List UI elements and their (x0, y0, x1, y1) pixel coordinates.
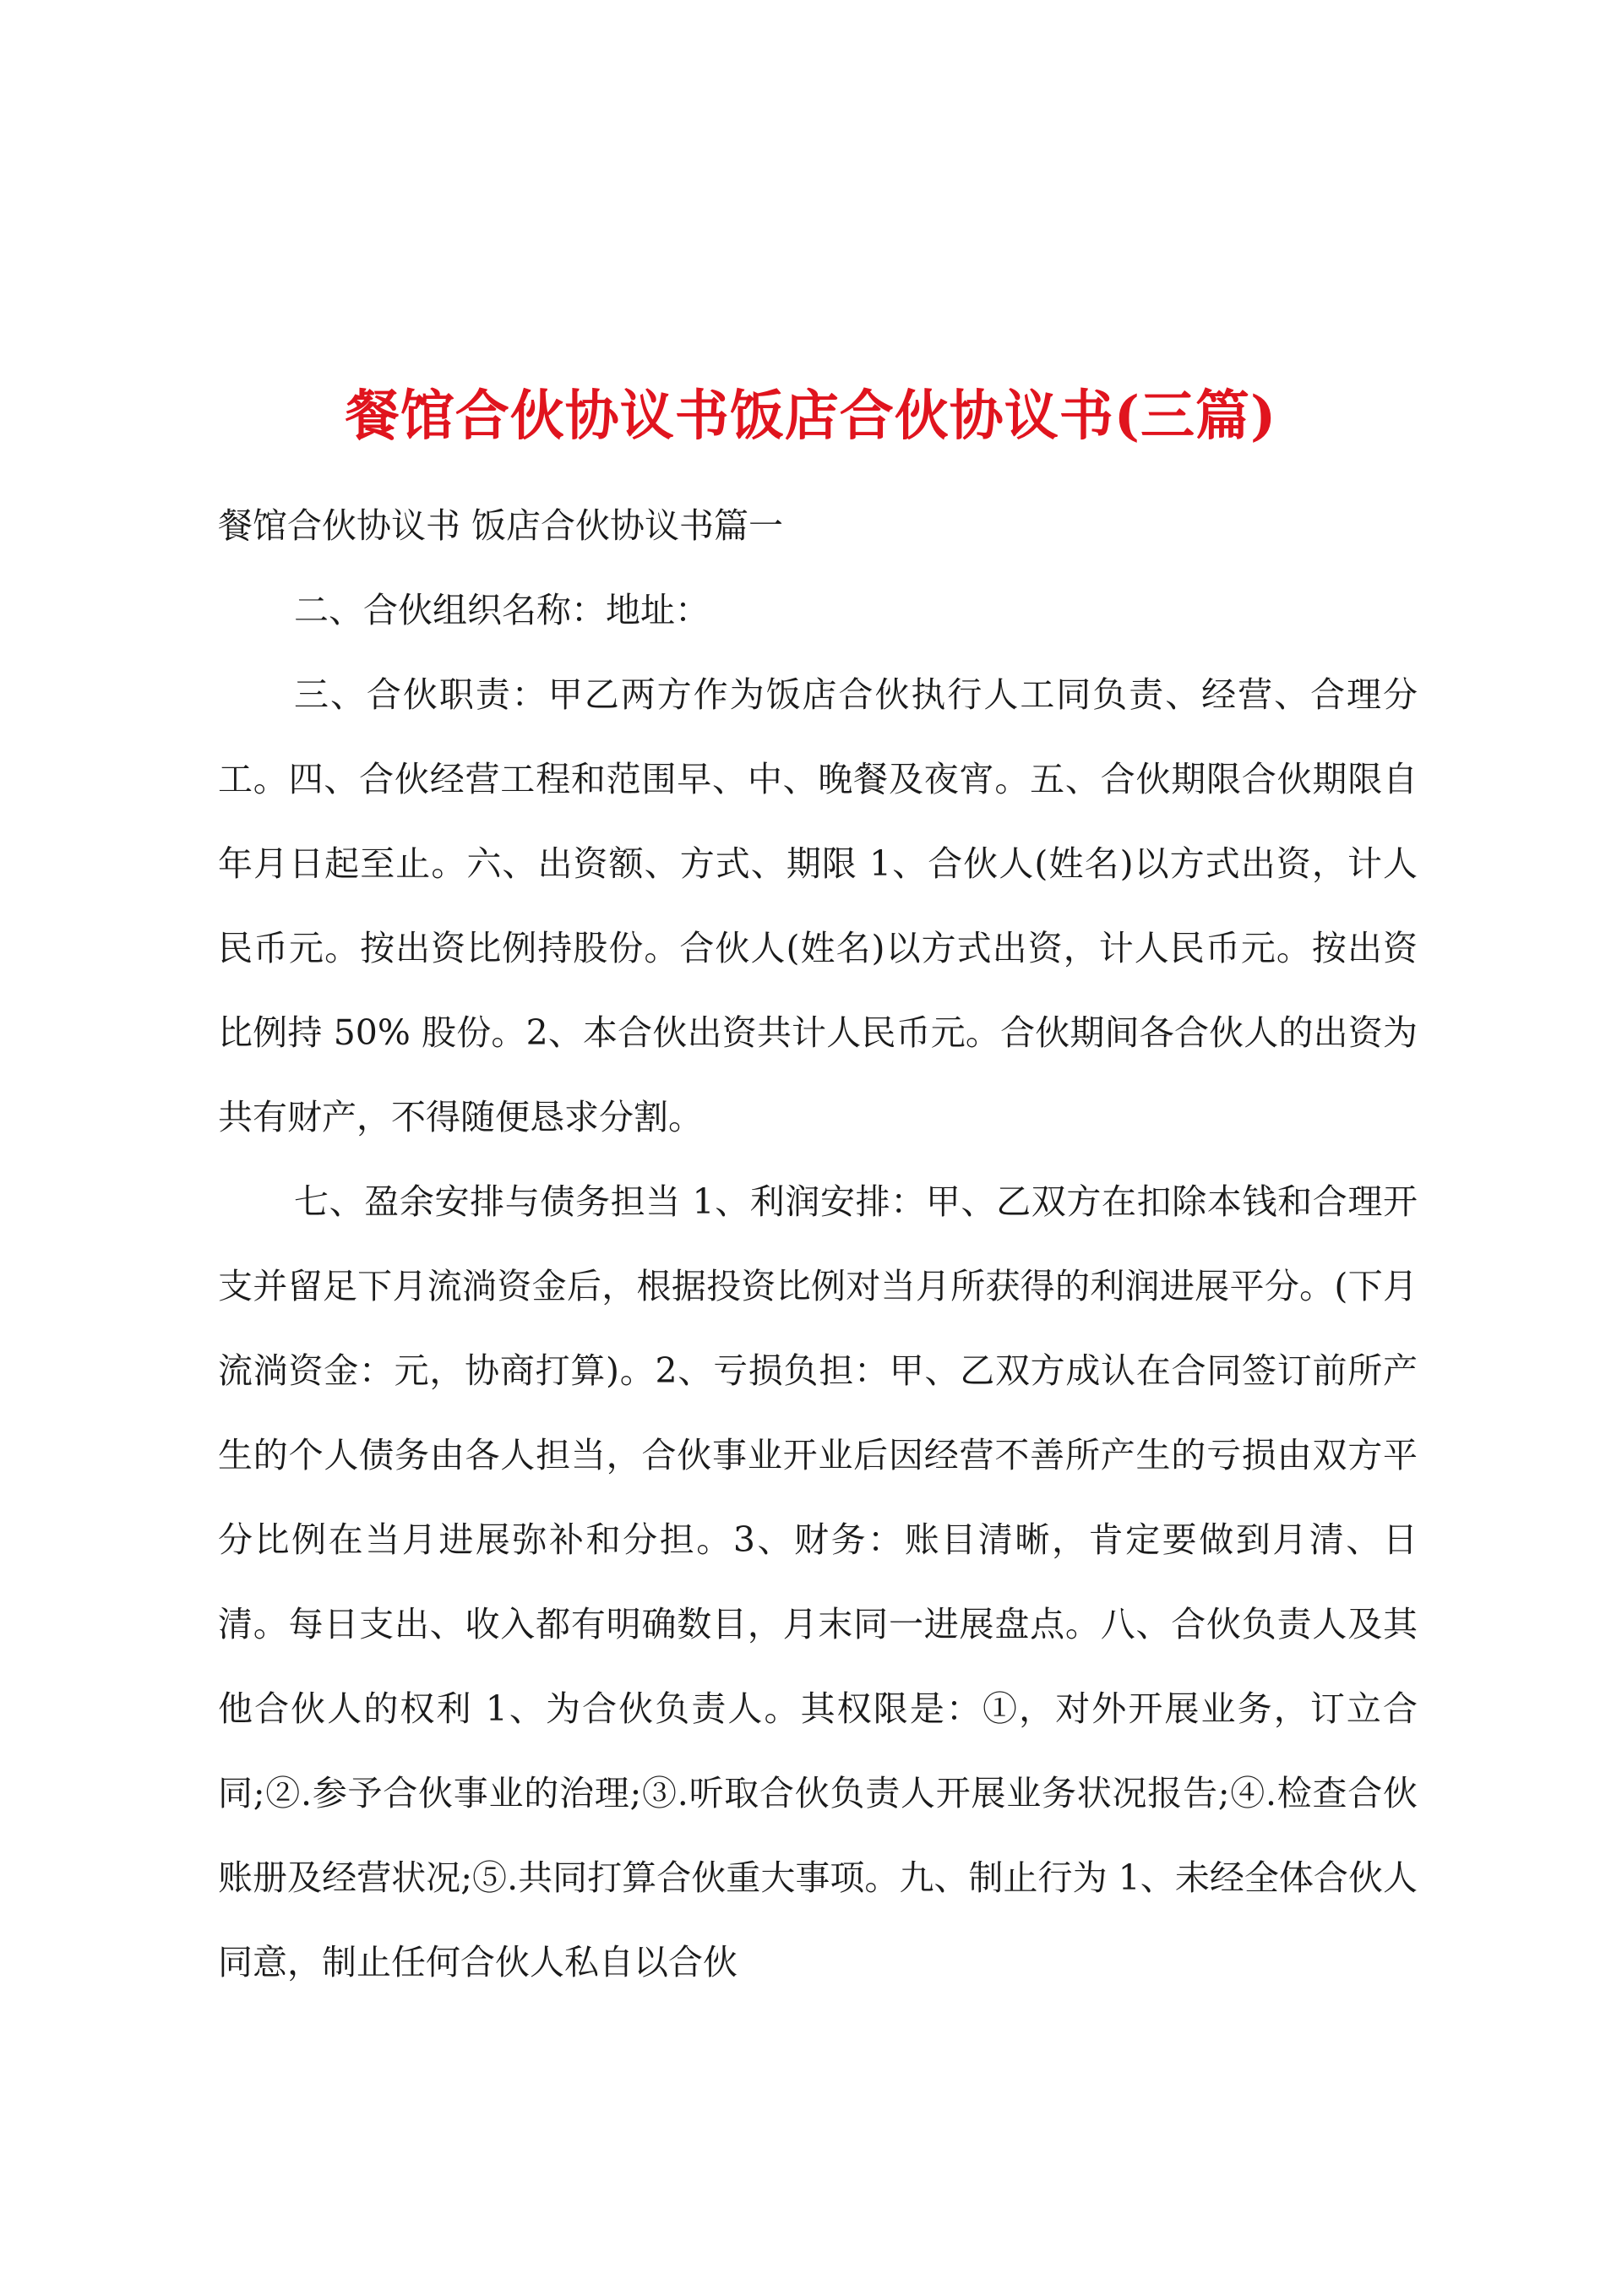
section-heading: 餐馆合伙协议书 饭店合伙协议书篇一 (218, 505, 784, 546)
body-paragraph: 三、合伙职责：甲乙两方作为饭店合伙执行人工同负责、经营、合理分工。四、合伙经营工程和范围早、中、晚餐及夜宵。五、合伙期限合伙期限自年月日起至止。六、出资额、方式、期限 1、合伙人(姓名)以方式出资，计人民币元。按出资比例持股份。合伙人(姓名)以方式出资，计人民币元。按出资比例持 50% 股份。2、本合伙出资共计人民币元。合伙期间各合伙人的出资为共有财产，不得随便恳求分割。 (218, 674, 1418, 1137)
document-body (218, 483, 1418, 2004)
body-paragraph: 七、盈余安排与债务担当 1、利润安排：甲、乙双方在扣除本钱和合理开支并留足下月流淌资金后，根据投资比例对当月所获得的利润进展平分。(下月流淌资金：元，协商打算)。2、亏损负担：甲、乙双方成认在合同签订前所产生的个人债务由各人担当，合伙事业开业后因经营不善所产生的亏损由双方平分比例在当月进展弥补和分担。3、财务：账目清晰，肯定要做到月清、日清。每日支出、收入都有明确数目，月末同一进展盘点。八、合伙负责人及其他合伙人的权利 1、为合伙负责人。其权限是：①，对外开展业务，订立合同;②.参予合伙事业的治理;③.听取合伙负责人开展业务状况报告;④.检查合伙账册及经营状况;⑤.共同打算合伙重大事项。九、制止行为 1、未经全体合伙人同意，制止任何合伙人私自以合伙 (218, 1181, 1418, 1982)
body-paragraph: 二、合伙组织名称：地址： (294, 590, 710, 630)
document-title: 餐馆合伙协议书饭店合伙协议书(三篇) (345, 384, 1277, 448)
